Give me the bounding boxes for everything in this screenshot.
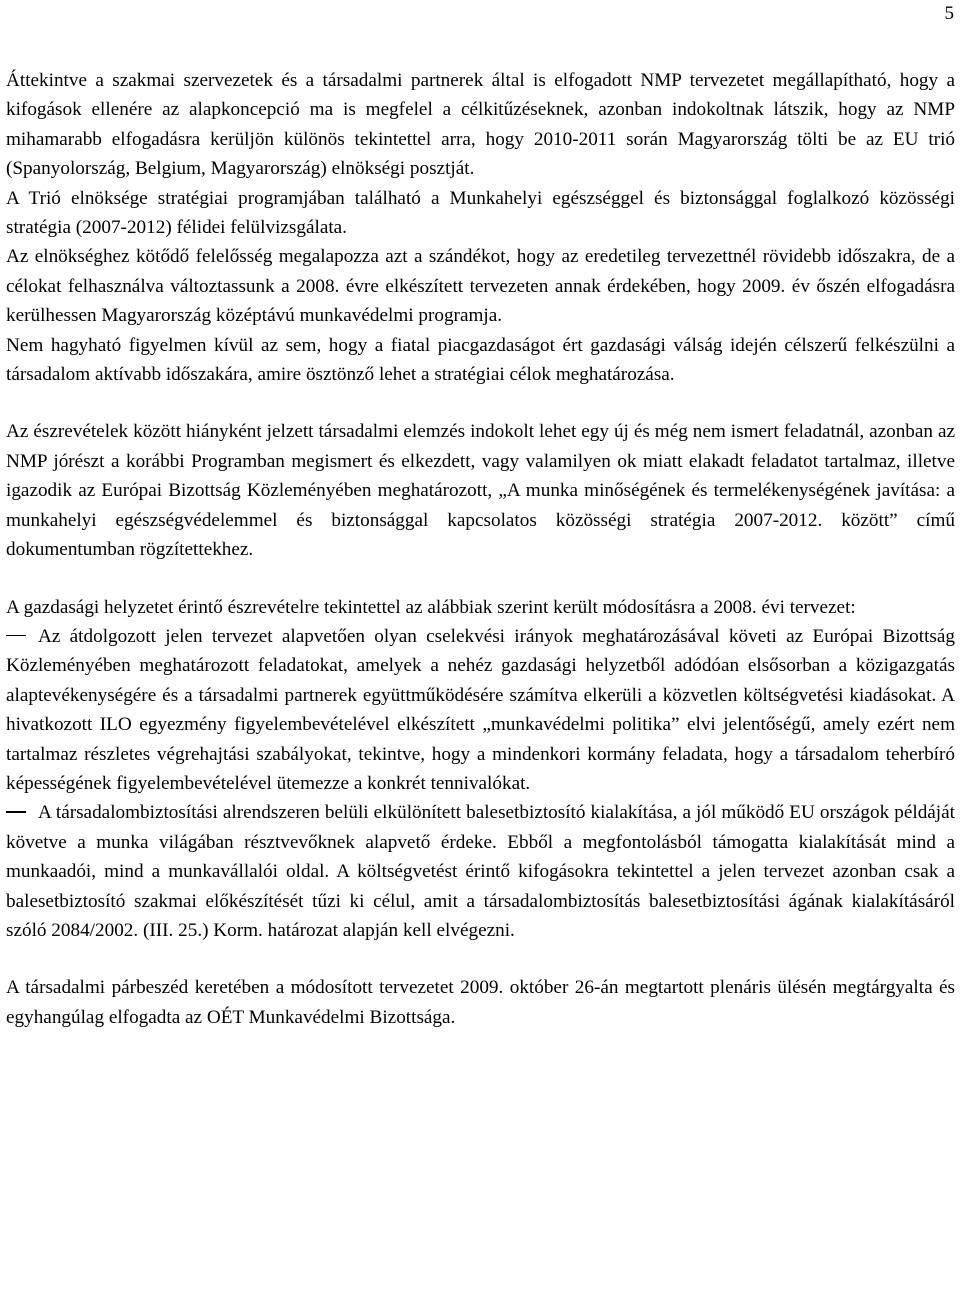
paragraph-overview: Áttekintve a szakmai szervezetek és a társadalmi partnerek által is elfogadott NMP tervezetet megállapítható, hogy a kifogások ellenére az alapkoncepció ma is megfelel a célkitűzéseknek, azonban indokoltnak látszik, hogy az NMP mihamarabb elfogadásra kerüljön különös tekintettel arra, hogy 2010-2011 során Magyarország tölti be az EU trió (Spanyolország, Belgium, Magyarország) elnökségi posztját. xyxy=(6,70,955,180)
paragraph-trio-presidency: A Trió elnöksége stratégiai programjában található a Munkahelyi egészséggel és biztonsággal foglalkozó közösségi stratégia (2007-2012) félidei felülvizsgálata. xyxy=(6,187,955,239)
bullet-text: Az átdolgozott jelen tervezet alapvetően olyan cselekvési irányok meghatározásával követi az Európai Bizottság Közleményében meghatározott feladatokat, amelyek a nehéz gazdasági helyzetből adódóan elsősorban a közigazgatás alaptevékenységére és a társadalmi partnerek együttműködésére számítva elkerüli a közvetlen költségvetési kiadásokat. A hivatkozott ILO egyezmény figyelembevételével elkészített „munkavédelmi politika” elvi jelentőségű, amely ezért nem tartalmaz részletes végrehajtási szabályokat, tekintve, hogy a mindenkori kormány feladata, hogy a társadalom teherbíró képességének figyelembevételével ütemezze a konkrét tennivalókat. xyxy=(6,625,955,794)
paragraph-social-dialogue: A társadalmi párbeszéd keretében a módosított tervezetet 2009. október 26-án megtartott plenáris ülésén megtárgyalta és egyhangúlag elfogadta az OÉT Munkavédelmi Bizottsága. xyxy=(6,977,955,1028)
document-body xyxy=(6,66,955,1032)
paragraph-economic-modification: A gazdasági helyzetet érintő észrevételre tekintettel az alábbiak szerint került módosításra a 2008. évi tervezet: xyxy=(6,596,856,618)
paragraph-social-analysis: Az észrevételek között hiányként jelzett társadalmi elemzés indokolt lehet egy új és még nem ismert feladatnál, azonban az NMP jórészt a korábbi Programban megismert és elkezdett, vagy valamilyen ok miatt elakadt feladatot tartalmaz, illetve igazodik az Európai Bizottság Közleményében meghatározott, „A munka minőségének és termelékenységének javítása: a munkahelyi egészségvédelemmel és biztonsággal kapcsolatos közösségi stratégia 2007-2012. között” című dokumentumban rögzítettekhez. xyxy=(6,421,955,561)
dash-bullet-icon xyxy=(6,811,26,813)
bullet-text: A társadalombiztosítási alrendszeren belüli elkülönített balesetbiztosító kialakítása, a jól működő EU országok példáját követve a munka világában résztvevőknek alapvető érdeke. Ebből a megfontolásból támogatta kialakítását mind a munkaadói, mind a munkavállalói oldal. A költségvetést érintő kifogásokra tekintettel a jelen tervezet azonban csak a balesetbiztosító szakmai előkészítését tűzi ki célul, amit a társadalombiztosítás balesetbiztosítási ágának kialakításáról szóló 2084/2002. (III. 25.) Korm. határozat alapján kell elvégezni. xyxy=(6,802,955,941)
bullet-item-accident-insurance xyxy=(6,798,955,945)
paragraph-presidency-responsibility: Az elnökséghez kötődő felelősség megalapozza azt a szándékot, hogy az eredetileg tervezettnél rövidebb időszakra, de a célokat felhasználva változtassunk a 2008. évre elkészített tervezeten annak érdekében, hogy 2009. év őszén elfogadásra kerülhessen Magyarország középtávú munkavédelmi programja. xyxy=(6,246,955,327)
bullet-item-revised-draft xyxy=(6,622,955,798)
page-number: 5 xyxy=(944,3,954,24)
dash-bullet-icon xyxy=(6,635,26,637)
paragraph-economic-crisis: Nem hagyható figyelmen kívül az sem, hogy a fiatal piacgazdaságot ért gazdasági válság idején célszerű felkészülni a társadalom aktívabb időszakára, amire ösztönző lehet a stratégiai célok meghatározása. xyxy=(6,334,955,386)
